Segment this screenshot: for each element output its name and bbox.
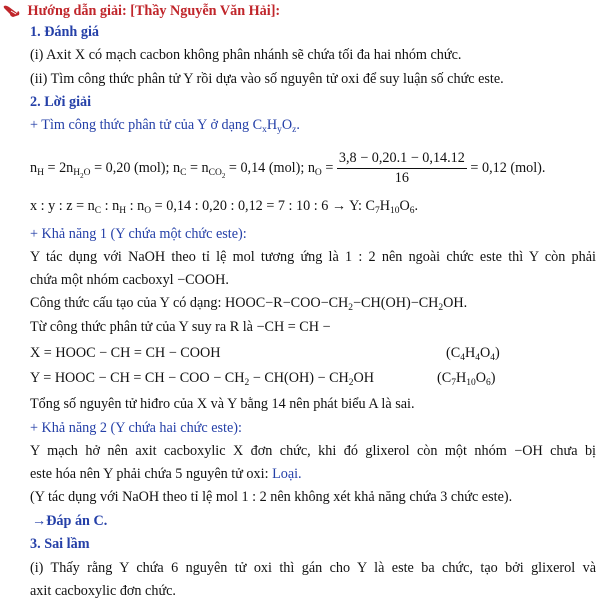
section-3-text-b: axit cacboxylic đơn chức. bbox=[30, 583, 176, 599]
case-2-text-b bbox=[30, 466, 302, 483]
mole-calculation: $n_H = 2n_{H_2O} = 0,20$ (mol); $n_C = n_{CO_2} = 0,14$ (mol); $n_O$ = $\frac{3,8 - 0,20.1 - 0,14.12}{16}$ = 0,12 (mol). bbox=[30, 150, 546, 186]
oxygen-fraction bbox=[337, 150, 467, 187]
mole-result: = 0,12 (mol). bbox=[470, 159, 546, 176]
case-1-text-a: Y tác dụng với NaOH theo tỉ lệ mol tương ứng là 1 : 2 nên ngoài chức este thì Y còn phải bbox=[30, 249, 596, 265]
section-1-title: 1. Đánh giá bbox=[30, 24, 99, 40]
fraction-numerator: 3,8 − 0,20.1 − 0,14.12 bbox=[337, 150, 467, 169]
find-formula-step: + Tìm công thức phân tử của Y ở dạng $C_xH_yO_z$. bbox=[30, 117, 300, 135]
section-3-title: 3. Sai lầm bbox=[30, 536, 90, 552]
answer-line: →Đáp án C. bbox=[32, 513, 108, 529]
fraction-denominator: 16 bbox=[394, 170, 409, 186]
case-1-r-group: Từ công thức phân tử của Y suy ra R là −CH = CH − bbox=[30, 319, 331, 335]
case-2-text-b-main: este hóa nên Y phải chứa 5 nguyên tử oxi: bbox=[30, 466, 269, 482]
case-1-structure: Công thức cấu tạo của Y có dạng: $HOOC-R-COO-CH_2-CH(OH)-CH_2OH$. bbox=[30, 295, 468, 313]
solution-header-label: Hướng dẫn giải: [Thầy Nguyễn Văn Hải]: bbox=[27, 3, 281, 19]
section-1-point-1: (i) Axit X có mạch cacbon không phân nhánh sẽ chứa tối đa hai nhóm chức. bbox=[30, 47, 462, 63]
x-formula: X = HOOC − CH = CH − COOH bbox=[30, 345, 221, 361]
x-molecular-formula: $(C_4H_4O_4)$ bbox=[446, 345, 500, 363]
case-2-note: (Y tác dụng với NaOH theo tỉ lệ mol 1 : 2 nên không xét khả năng chứa 3 chức este). bbox=[30, 489, 513, 505]
solution-header bbox=[2, 2, 280, 20]
case-1-text-b: chứa một nhóm cacboxyl −COOH. bbox=[30, 272, 229, 288]
case-1-title: + Khả năng 1 (Y chứa một chức este): bbox=[30, 226, 247, 242]
section-2-title: 2. Lời giải bbox=[30, 94, 92, 110]
ratio-line: x : y : $z = n_C$ : $n_H$ : $n_O = 0,14$ : 0,20 : 0,12 = 7 : 10 : 6 → Y: $C_7H_{10}O_6$. bbox=[30, 198, 419, 216]
section-3-text-a: (i) Thấy rằng Y chứa 6 nguyên tử oxi thì gán cho Y là este ba chức, tạo bởi glixerol và bbox=[30, 560, 596, 576]
case-2-text-a: Y mạch hở nên axit cacboxylic X đơn chức, khi đó glixerol còn một nhóm −OH chưa bị bbox=[30, 443, 596, 459]
section-1-point-2: (ii) Tìm công thức phân tử Y rồi dựa vào số nguyên tử oxi để suy luận số chức este. bbox=[30, 71, 504, 87]
y-formula: Y = HOOC − CH = CH − COO − $CH_2 - CH(OH) - CH_2OH$ bbox=[30, 370, 375, 388]
case-2-reject: Loại. bbox=[272, 466, 302, 482]
y-molecular-formula: $(C_7H_{10}O_6)$ bbox=[437, 370, 496, 388]
pointing-hand-icon bbox=[2, 3, 28, 19]
case-2-title: + Khả năng 2 (Y chứa hai chức este): bbox=[30, 420, 242, 436]
case-1-conclusion: Tổng số nguyên tử hiđro của X và Y bằng 14 nên phát biểu A là sai. bbox=[30, 396, 415, 412]
